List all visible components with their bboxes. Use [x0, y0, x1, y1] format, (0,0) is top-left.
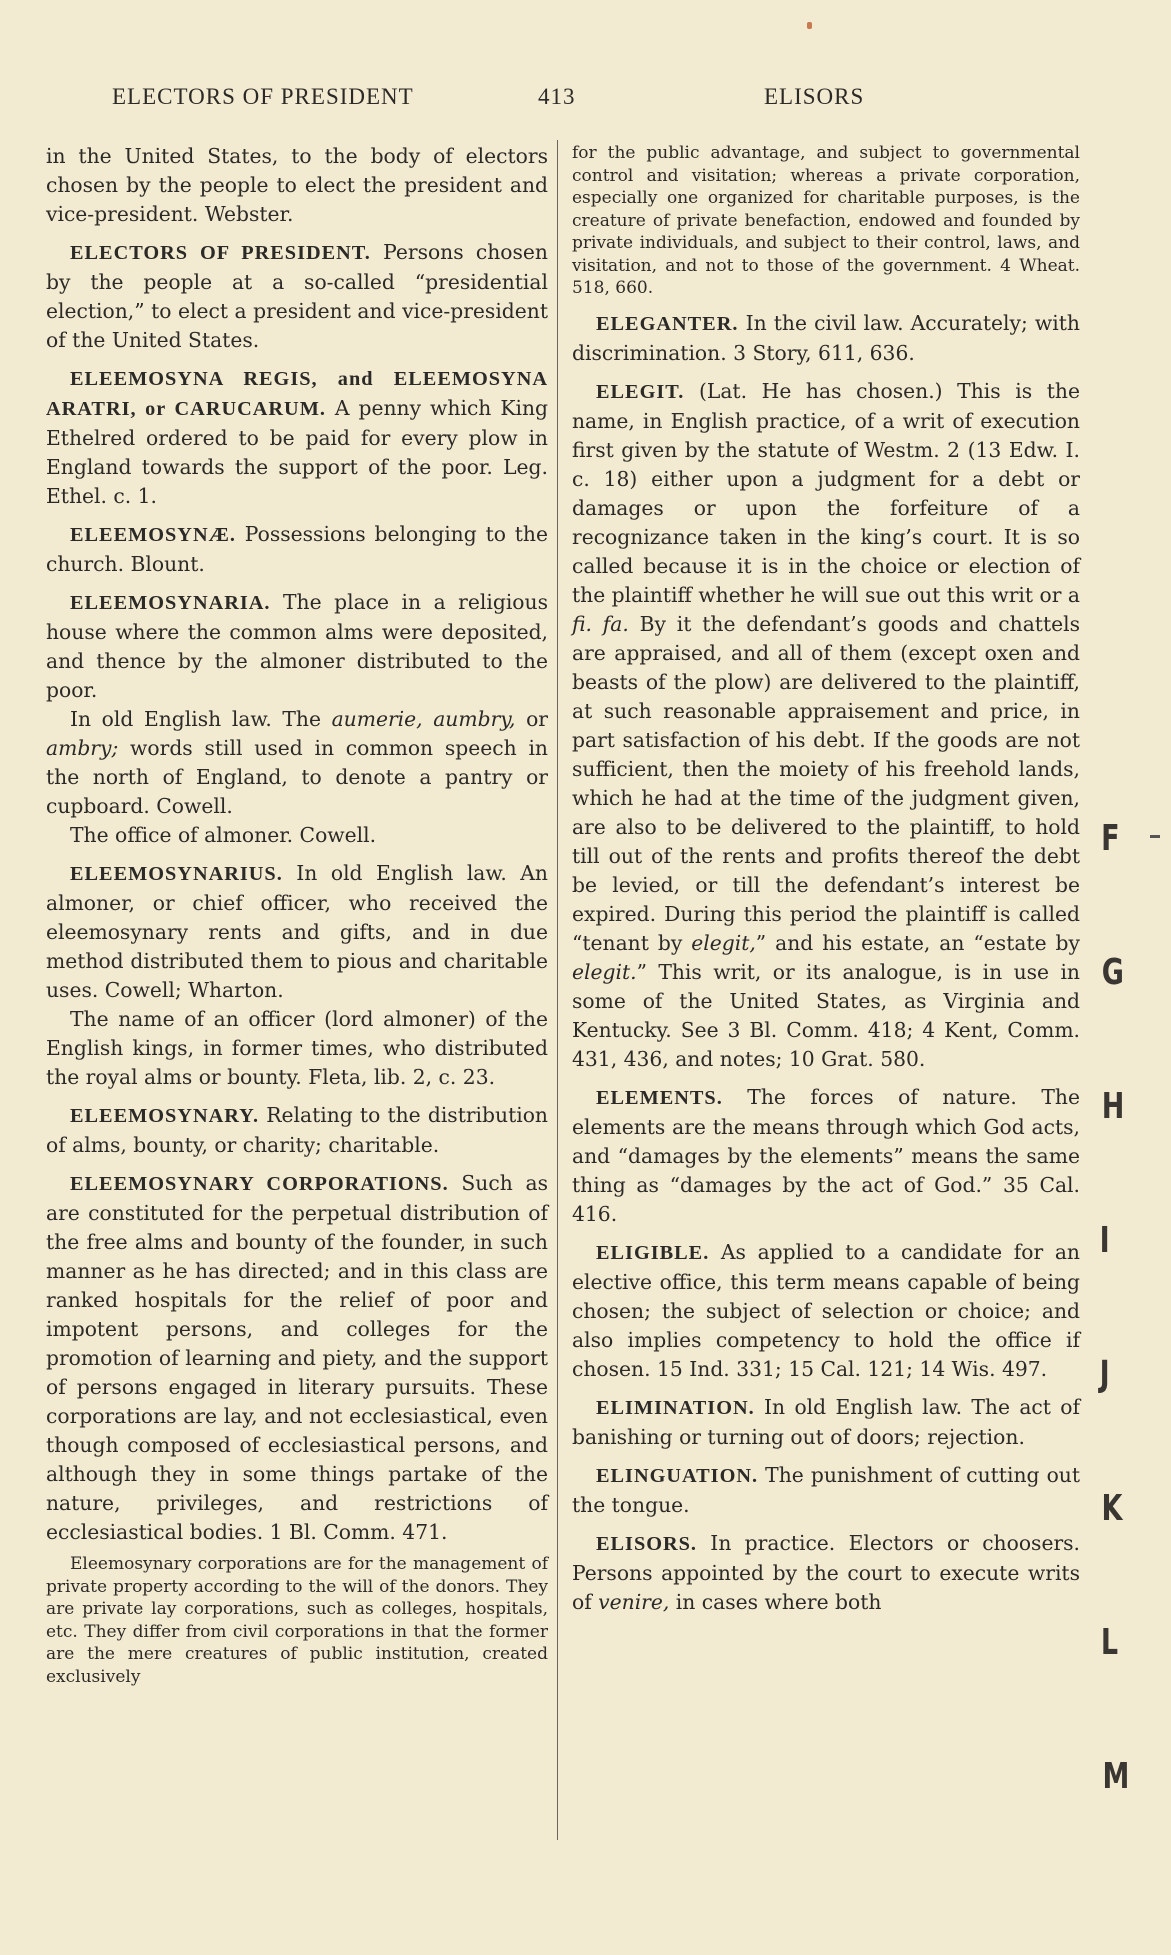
entry-definition: As applied to a candidate for an elective office, this term means capable of being chosen; the subject of selection or choice; and also implies competency to hold the office if chosen. 15 Ind. 331; 15 Cal. 121; 14 Wis. 497.	[572, 1239, 1080, 1381]
entry-subparagraph	[46, 705, 548, 821]
text-run: By it the defendant’s goods and chattels are appraised, and all of them (except oxen and beasts of the plow) are delivered to the plaintiff, at such reasonable appraisement and price, in part satisfaction of his debt. If the goods are not sufficient, then the moiety of his freehold lands, which he had at the time of the judgment given, are also to be delivered to the plaintiff, to hold till out of the rents and profits thereof the debt be levied, or till the defendant’s interest be expired. During this period the plaintiff is called “tenant by	[572, 611, 1080, 955]
entry-electors-of-president	[46, 238, 548, 355]
entry-term: ELEGIT.	[596, 380, 685, 403]
thumb-index-f[interactable]: F	[1101, 818, 1120, 859]
entry-eligible	[572, 1238, 1080, 1384]
continued-paragraph: in the United States, to the body of electors chosen by the people to elect the president and vice-president. Webster.	[46, 144, 548, 226]
right-column	[572, 142, 1080, 1617]
entry-eleemosynary-corporations	[46, 1169, 548, 1547]
text-run: ” and his estate, an “estate by	[755, 930, 1080, 955]
italic-run: elegit.	[572, 959, 637, 984]
text-run: (Lat. He has chosen.) This is the name, in English practice, of a writ of execution first given by the statute of Westm. 2 (13 Edw. I. c. 18) either upon a judgment for a debt or damages or upon the forfeiture of a recognizance taken in the king’s court. It is so called because it is in the choice or election of the plaintiff whether he will sue out this writ or a	[572, 378, 1080, 607]
text-run: or	[515, 707, 548, 731]
entry-term: ELEEMOSYNA REGIS, and ELEEMOSYNA ARATRI, or CARUCARUM.	[46, 368, 548, 420]
thumb-index-i[interactable]: I	[1099, 1220, 1110, 1261]
entry-definition: The punishment of cutting out the tongue.	[572, 1462, 1080, 1517]
entry-term: ELINGUATION.	[596, 1464, 759, 1487]
italic-run: ambry;	[46, 736, 119, 760]
header-left: ELECTORS OF PRESIDENT	[112, 84, 414, 109]
entry-elinguation	[572, 1461, 1080, 1520]
header-right: ELISORS	[764, 84, 865, 109]
text-run: ” This writ, or its analogue, is in use in some of the United States, as Virginia and Kentucky. See 3 Bl. Comm. 418; 4 Kent, Comm. 431, 436, and notes; 10 Grat. 580.	[572, 959, 1080, 1071]
entry-term: ELIMINATION.	[596, 1396, 755, 1419]
entry-term: ELISORS.	[596, 1532, 697, 1555]
entry-definition: A penny which King Ethelred ordered to be paid for every plow in England towards the support of the poor. Leg. Ethel. c. 1.	[46, 396, 549, 508]
entry-eleemosynae	[46, 520, 548, 579]
entry-definition: Persons chosen by the people at a so-called “presidential election,” to elect a president and vice-president of the United States.	[46, 240, 548, 352]
paper-speck	[807, 22, 812, 29]
continued-small-print: for the public advantage, and subject to governmental control and visitation; whereas a private corporation, especially one organized for charitable purposes, is the creature of private benefaction, endowed and founded by private individuals, and subject to their control, laws, and visitation, and not to those of the government. 4 Wheat. 518, 660.	[572, 143, 1080, 298]
small-print-note: Eleemosynary corporations are for the management of private property according to the will of the donors. They are private lay corporations, such as colleges, hospitals, etc. They differ from civil corporations in that the former are the mere creatures of public institution, created exclusively	[46, 1554, 548, 1687]
entry-definition: The place in a religious house where the common alms were deposited, and thence by the almoner distributed to the poor.	[46, 590, 548, 702]
entry-elimination	[572, 1393, 1080, 1452]
entry-term: ELEMENTS.	[596, 1086, 723, 1109]
italic-run: aumerie, aumbry,	[331, 707, 516, 731]
italic-run: venire,	[598, 1589, 670, 1614]
text-run: In old English law. The	[70, 707, 332, 731]
entry-eleemosynarius	[46, 859, 548, 1005]
entry-subparagraph: The name of an officer (lord almoner) of the English kings, in former times, who distributed the royal alms or bounty. Fleta, lib. 2, c. 23.	[46, 1007, 548, 1089]
running-header	[0, 84, 1171, 118]
entry-definition: The forces of nature. The elements are the means through which God acts, and “damages by the elements” means the same thing as “damages by the act of God.” 35 Cal. 416.	[572, 1084, 1080, 1226]
thumb-index-l[interactable]: L	[1100, 1622, 1119, 1663]
text-run: in cases where both	[669, 1589, 882, 1614]
thumb-index-h[interactable]: H	[1101, 1086, 1125, 1127]
entry-definition: In old English law. The act of banishing or turning out of doors; rejection.	[572, 1394, 1080, 1449]
entry-definition: Relating to the distribution of alms, bounty, or charity; charitable.	[46, 1103, 548, 1157]
entry-term: ELECTORS OF PRESIDENT.	[70, 242, 371, 264]
entry-eleemosynary	[46, 1101, 548, 1160]
entry-term: ELEEMOSYNARY.	[70, 1105, 260, 1127]
text-run: words still used in common speech in the north of England, to denote a pantry or cupboard. Cowell.	[46, 736, 548, 818]
entry-term: ELEEMOSYNARIA.	[70, 592, 271, 614]
entry-eleemosyna-regis	[46, 364, 548, 511]
column-divider	[557, 140, 558, 1840]
entry-term: ELEEMOSYNARY CORPORATIONS.	[70, 1173, 449, 1195]
margin-mark	[1150, 835, 1160, 838]
text-run: In practice. Electors or choosers. Persons appointed by the court to execute writs of	[572, 1530, 1080, 1614]
entry-term: ELIGIBLE.	[596, 1241, 710, 1264]
entry-elegit	[572, 377, 1080, 1074]
entry-definition: Possessions belonging to the church. Blount.	[46, 522, 548, 576]
entry-definition: Such as are constituted for the perpetual distribution of the free alms and bounty of the founder, in such manner as he has directed; and in this class are ranked hospitals for the relief of poor and impotent persons, and colleges for the promotion of learning and piety, and the support of persons engaged in literary pursuits. These corporations are lay, and not ecclesiastical, even though composed of ecclesiastical persons, and although they in some things partake of the nature, privileges, and restrictions of ecclesiastical bodies. 1 Bl. Comm. 471.	[46, 1171, 548, 1544]
italic-run: fi. fa.	[572, 611, 629, 636]
thumb-index-k[interactable]: K	[1101, 1488, 1123, 1529]
page-number: 413	[538, 84, 576, 109]
entry-definition: In the civil law. Accurately; with discrimination. 3 Story, 611, 636.	[572, 310, 1080, 365]
entry-term: ELEGANTER.	[596, 312, 739, 335]
entry-term: ELEEMOSYNÆ.	[70, 524, 236, 546]
italic-run: elegit,	[691, 930, 756, 955]
thumb-index-j[interactable]: J	[1099, 1354, 1110, 1395]
entry-elisors	[572, 1529, 1080, 1617]
left-column	[46, 142, 548, 1688]
thumb-index-g[interactable]: G	[1101, 952, 1124, 993]
entry-subparagraph: The office of almoner. Cowell.	[70, 823, 377, 847]
entry-eleemosynaria	[46, 588, 548, 705]
entry-term: ELEEMOSYNARIUS.	[70, 863, 283, 885]
entry-elements	[572, 1083, 1080, 1229]
entry-definition: In old English law. An almoner, or chief officer, who received the eleemosynary rents and gifts, and in due method distributed them to pious and charitable uses. Cowell; Wharton.	[46, 861, 548, 1002]
thumb-index-m[interactable]: M	[1102, 1756, 1130, 1797]
entry-eleganter	[572, 309, 1080, 368]
